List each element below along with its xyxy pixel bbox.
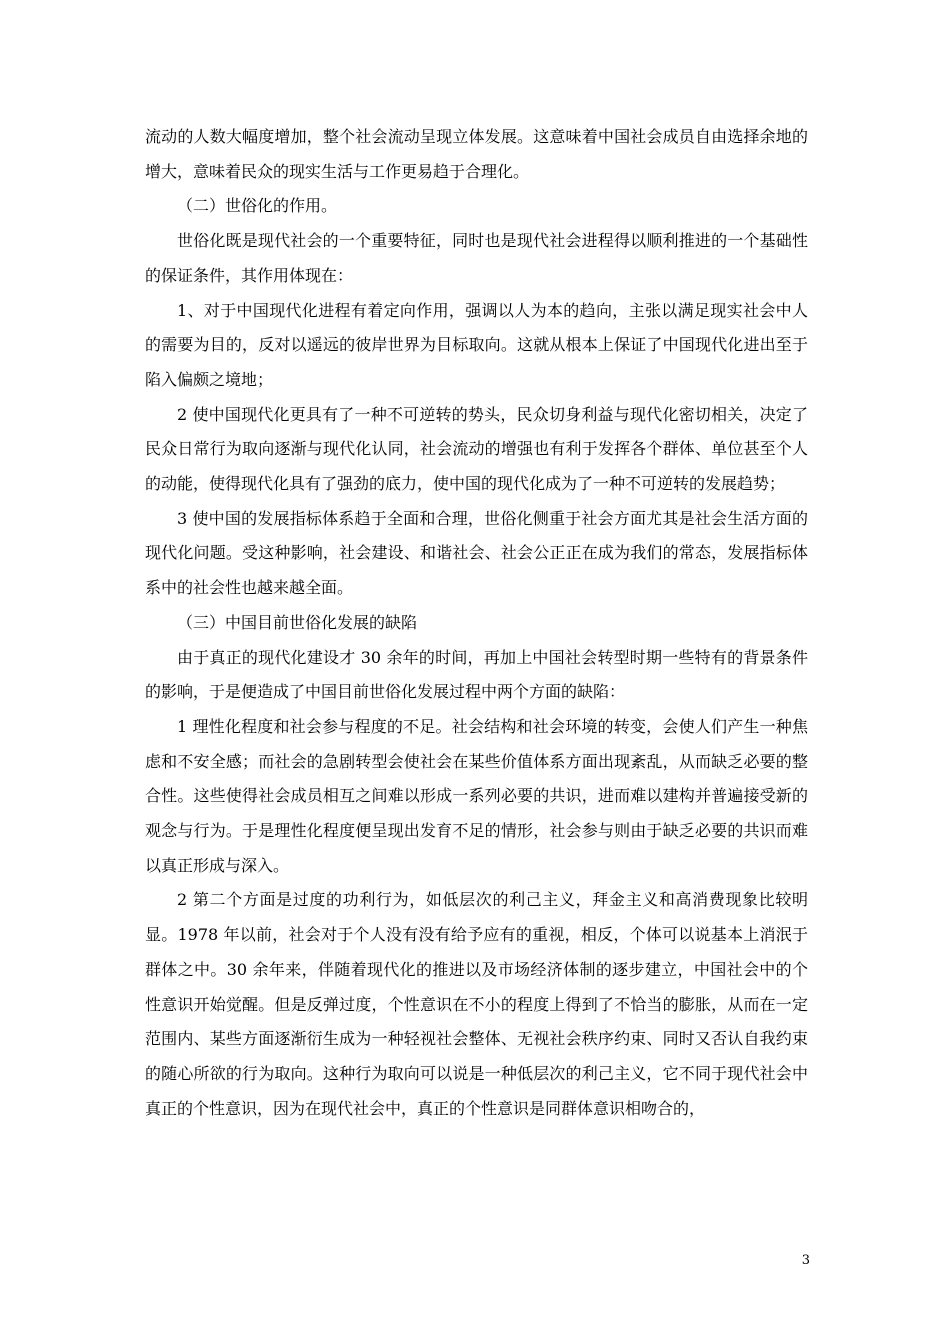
paragraph-intro: 世俗化既是现代社会的一个重要特征，同时也是现代社会进程得以顺利推进的一个基础性的保证条件，其作用体现在： xyxy=(145,231,808,285)
section-heading-2: （二）世俗化的作用。 xyxy=(177,196,338,216)
list-item-3: 3 使中国的发展指标体系趋于全面和合理，世俗化侧重于社会方面尤其是社会生活方面的现代化问题。受这种影响，社会建设、和谐社会、社会公正正在成为我们的常态，发展指标体系中的社会性也越来越全面。 xyxy=(145,508,808,598)
paragraph-continuation: 流动的人数大幅度增加，整个社会流动呈现立体发展。这意味着中国社会成员自由选择余地的增大，意味着民众的现实生活与工作更易趋于合理化。 xyxy=(145,127,808,181)
section-heading-3: （三）中国目前世俗化发展的缺陷 xyxy=(177,612,418,632)
list-item-1: 1、对于中国现代化进程有着定向作用，强调以人为本的趋向，主张以满足现实社会中人的需要为目的，反对以遥远的彼岸世界为目标取向。这就从根本上保证了中国现代化进出至于陷入偏颇之境地； xyxy=(145,300,808,389)
deficiency-item-1: 1 理性化程度和社会参与程度的不足。社会结构和社会环境的转变，会使人们产生一种焦虑和不安全感；而社会的急剧转型会使社会在某些价值体系方面出现紊乱，从而缺乏必要的整合性。这些使得社会成员相互之间难以形成一系列必要的共识，进而难以建构并普遍接受新的观念与行为。于是理性化程度便呈现出发育不足的情形，社会参与则由于缺乏必要的共识而难以真正形成与深入。 xyxy=(145,716,808,875)
paragraph-deficiency-intro: 由于真正的现代化建设才 30 余年的时间，再加上中国社会转型时期一些特有的背景条件的影响，于是便造成了中国目前世俗化发展过程中两个方面的缺陷： xyxy=(145,647,808,702)
deficiency-item-2: 2 第二个方面是过度的功利行为，如低层次的利己主义，拜金主义和高消费现象比较明显。1978 年以前，社会对于个人没有没有给予应有的重视，相反，个体可以说基本上消泯于群体之中。30 余年来，伴随着现代化的推进以及市场经济体制的逐步建立，中国社会中的个性意识开始觉醒。但是反弹过度，个性意识在不小的程度上得到了不恰当的膨胀，从而在一定范围内、某些方面逐渐衍生成为一种轻视社会整体、无视社会秩序约束、同时又否认自我约束的随心所欲的行为取向。这种行为取向可以说是一种低层次的利己主义，它不同于现代社会中真正的个性意识，因为在现代社会中，真正的个性意识是同群体意识相吻合的， xyxy=(145,890,808,1118)
body-text xyxy=(145,120,808,1126)
page-number: 3 xyxy=(801,1253,810,1268)
list-item-2: 2 使中国现代化更具有了一种不可逆转的势头，民众切身利益与现代化密切相关，决定了民众日常行为取向逐渐与现代化认同，社会流动的增强也有利于发挥各个群体、单位甚至个人的动能，使得现代化具有了强劲的底力，使中国的现代化成为了一种不可逆转的发展趋势； xyxy=(145,404,808,494)
